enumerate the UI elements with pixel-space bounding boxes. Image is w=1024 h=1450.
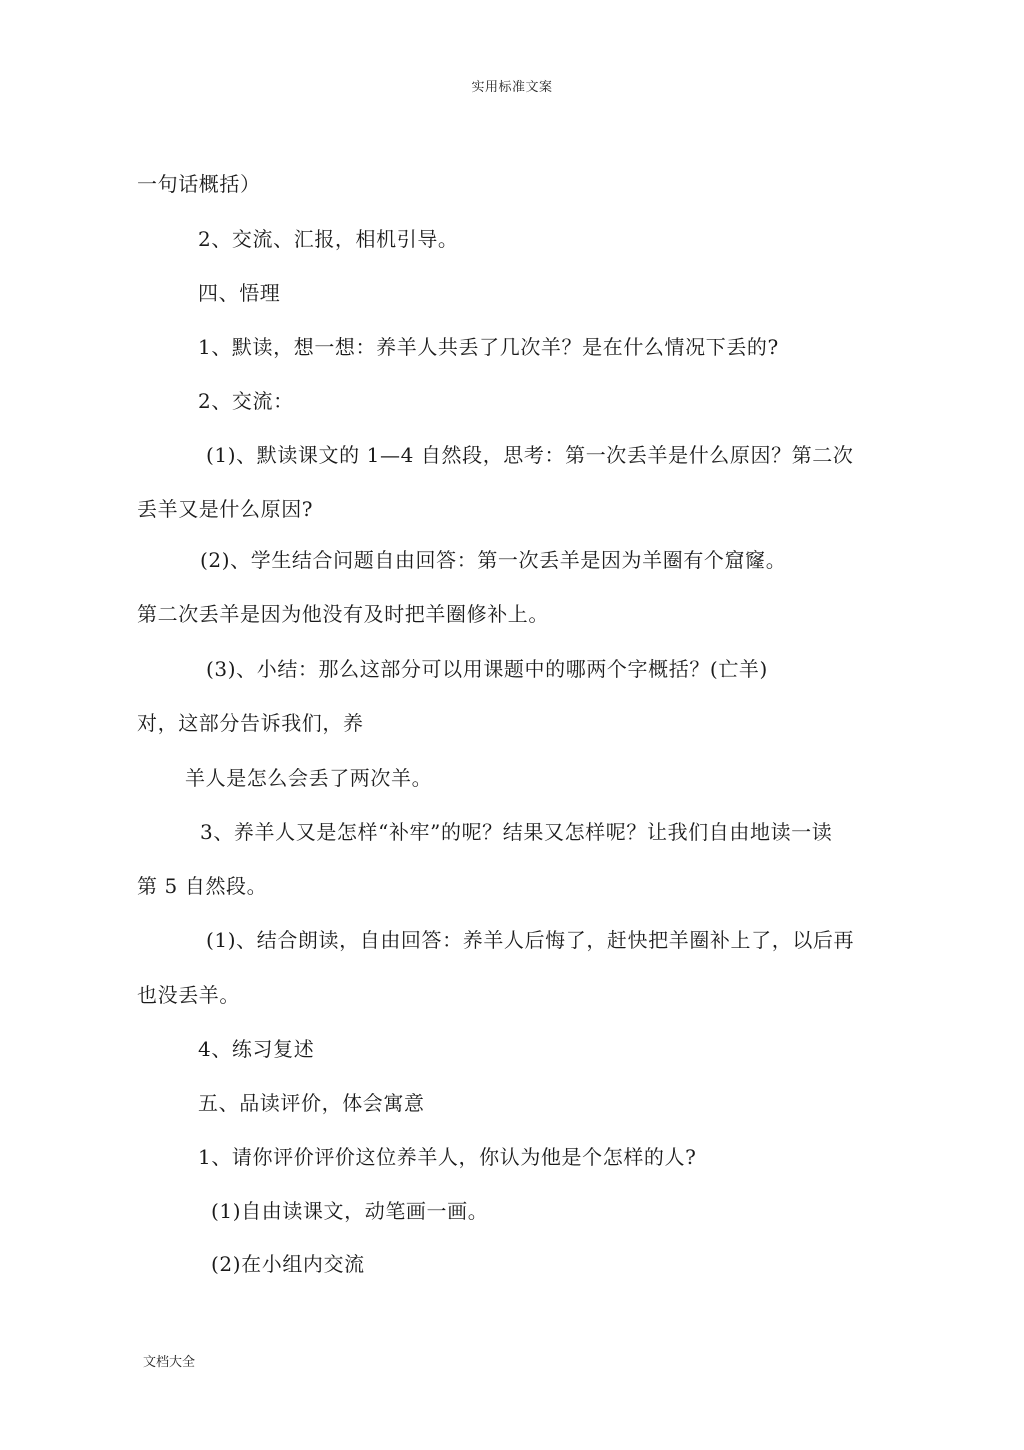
text-line: 也没丢羊。 (137, 983, 240, 1007)
text-line: 第 5 自然段。 (137, 874, 268, 898)
text-line: 2、交流： (198, 389, 294, 413)
text-line: (1)、默读课文的 1—4 自然段，思考：第一次丢羊是什么原因？第二次 (206, 443, 854, 467)
page-header: 实用标准文案 (471, 80, 553, 95)
text-line: (2)、学生结合问题自由回答：第一次丢羊是因为羊圈有个窟窿。 (200, 548, 787, 572)
text-line: 2、交流、汇报，相机引导。 (198, 227, 459, 251)
section-heading: 五、品读评价，体会寓意 (198, 1091, 425, 1115)
text-line: 1、请你评价评价这位养羊人，你认为他是个怎样的人? (198, 1145, 697, 1169)
text-line: 对，这部分告诉我们，养 (137, 711, 364, 735)
text-line: 一句话概括） (137, 172, 261, 196)
text-line: 第二次丢羊是因为他没有及时把羊圈修补上。 (137, 602, 549, 626)
text-line: (1)自由读课文，动笔画一画。 (211, 1199, 489, 1223)
section-heading: 四、悟理 (198, 281, 281, 305)
text-line: (2)在小组内交流 (211, 1252, 365, 1276)
text-line: (1)、结合朗读，自由回答：养羊人后悔了，赶快把羊圈补上了，以后再 (206, 928, 855, 952)
text-line: 4、练习复述 (198, 1037, 315, 1061)
text-line: 羊人是怎么会丢了两次羊。 (185, 766, 433, 790)
page-footer: 文档大全 (143, 1355, 196, 1370)
text-line: (3)、小结：那么这部分可以用课题中的哪两个字概括？(亡羊) (206, 657, 768, 681)
text-line: 3、养羊人又是怎样“补牢”的呢？结果又怎样呢？让我们自由地读一读 (200, 820, 833, 844)
text-line: 丢羊又是什么原因? (137, 497, 314, 521)
text-line: 1、默读，想一想：养羊人共丢了几次羊？是在什么情况下丢的? (198, 335, 779, 359)
